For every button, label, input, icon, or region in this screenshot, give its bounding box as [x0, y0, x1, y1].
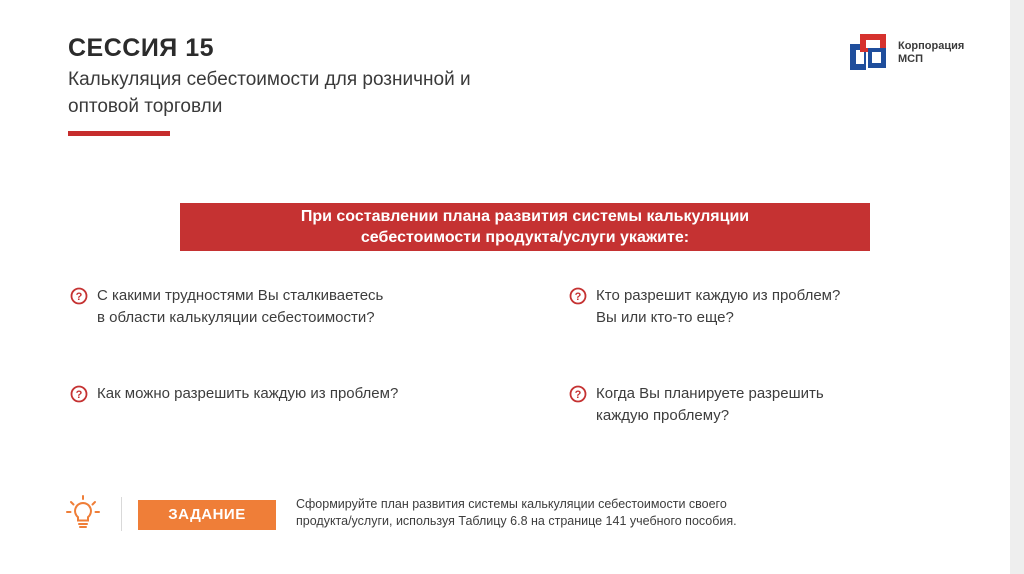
question-circle-icon [569, 287, 587, 305]
question-line-1: С какими трудностями Вы сталкиваетесь [97, 287, 384, 304]
instruction-banner [180, 203, 870, 251]
subtitle-line-2: оптовой торговли [68, 96, 223, 117]
question-item-1 [70, 285, 490, 329]
svg-text:?: ? [574, 389, 582, 401]
logo-line-2: МСП [898, 53, 924, 65]
banner-line-2: себестоимости продукта/услуги укажите: [360, 229, 690, 246]
question-item-3 [70, 383, 520, 405]
question-line-1: Когда Вы планируете разрешить [596, 385, 824, 402]
logo-mark-icon [848, 30, 890, 72]
subtitle-line-1: Калькуляция себестоимости для розничной и [68, 69, 471, 90]
task-description [296, 496, 916, 530]
task-line-2: продукта/услуги, используя Таблицу 6.8 на странице 141 учебного пособия. [296, 514, 737, 528]
question-line-2: каждую проблему? [596, 407, 730, 424]
task-line-1: Сформируйте план развития системы калькуляции себестоимости своего [296, 497, 727, 511]
svg-text:?: ? [574, 291, 582, 303]
banner-line-1: При составлении плана развития системы калькуляции [300, 208, 750, 225]
logo-text [898, 40, 964, 66]
session-title: СЕССИЯ 15 [68, 34, 215, 62]
question-text [596, 285, 840, 329]
title-underline [68, 131, 170, 136]
task-divider [121, 497, 122, 531]
question-text [596, 383, 824, 427]
task-label: ЗАДАНИЕ [138, 500, 276, 530]
question-line-2: в области калькуляции себестоимости? [97, 309, 375, 326]
question-text [97, 383, 398, 405]
question-circle-icon [70, 287, 88, 305]
question-line-1: Кто разрешит каждую из проблем? [596, 287, 841, 304]
svg-text:?: ? [75, 291, 83, 303]
lightbulb-icon [64, 494, 102, 532]
question-circle-icon [70, 385, 88, 403]
question-text [97, 285, 383, 329]
question-circle-icon [569, 385, 587, 403]
session-subtitle [68, 66, 628, 120]
question-line-1: Как можно разрешить каждую из проблем? [97, 385, 399, 402]
svg-text:?: ? [75, 389, 83, 401]
corporation-logo [848, 30, 988, 72]
slide-edge [1010, 0, 1024, 574]
logo-line-1: Корпорация [898, 40, 965, 52]
question-item-4 [569, 383, 949, 427]
question-line-2: Вы или кто-то еще? [596, 309, 734, 326]
question-item-2 [569, 285, 949, 329]
